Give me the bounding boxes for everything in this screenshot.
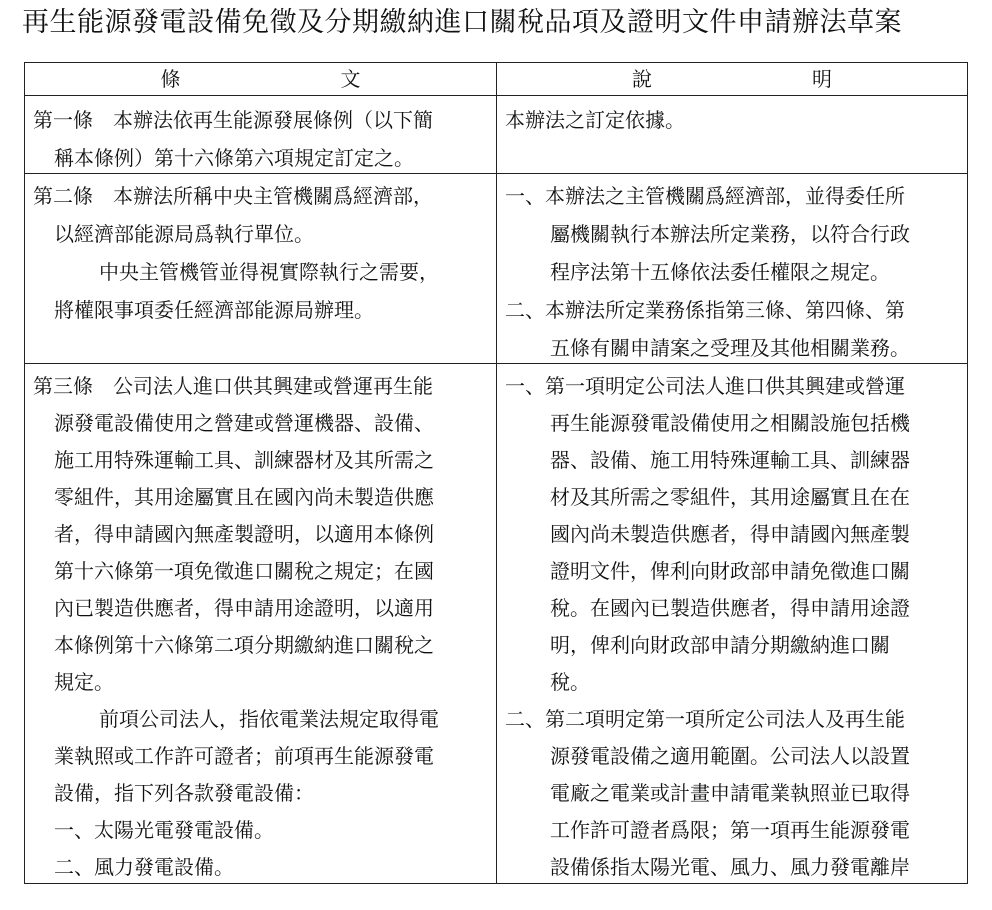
explanation-3-line-2: 再生能源發電設備使用之相關設施包括機 xyxy=(550,411,910,435)
explanation-2-line-4: 二、本辦法所定業務係指第三條、第四條、第 xyxy=(505,298,905,322)
article-3-line-1: 第三條 公司法人進口供其興建或營運再生能 xyxy=(33,374,433,398)
explanation-3-line-12: 電廠之電業或計畫申請電業執照並已取得 xyxy=(550,781,910,805)
article-3-line-2: 源發電設備使用之營建或營運機器、設備、 xyxy=(54,411,434,435)
header-right-char-1: 說 xyxy=(632,67,652,91)
explanation-column-header xyxy=(497,63,967,95)
article-3-line-11: 業執照或工作許可證者；前項再生能源發電 xyxy=(54,744,434,768)
regulation-table xyxy=(24,62,968,884)
article-3-line-8: 本條例第十六條第二項分期繳納進口關稅之 xyxy=(54,633,434,657)
explanation-3-line-6: 證明文件，俾利向財政部申請免徵進口關 xyxy=(550,559,910,583)
explanation-3-line-13: 工作許可證者爲限；第一項再生能源發電 xyxy=(550,818,910,842)
explanation-3-line-10: 二、第二項明定第一項所定公司法人及再生能 xyxy=(505,707,905,731)
article-3-line-4: 零組件，其用途屬實且在國內尚未製造供應 xyxy=(54,485,434,509)
article-3-line-9: 規定。 xyxy=(54,670,114,694)
explanation-2-line-5: 五條有關申請案之受理及其他相關業務。 xyxy=(550,336,910,360)
article-3-line-12: 設備，指下列各款發電設備： xyxy=(54,781,314,805)
explanation-3-line-8: 明，俾利向財政部申請分期繳納進口關 xyxy=(550,633,890,657)
header-left-char-2: 文 xyxy=(340,67,361,91)
header-left-char-1: 條 xyxy=(160,67,181,91)
column-divider xyxy=(496,63,497,883)
header-right-char-2: 明 xyxy=(812,67,832,91)
article-3-line-13: 一、太陽光電發電設備。 xyxy=(54,818,274,842)
article-3-line-6: 第十六條第一項免徵進口關稅之規定；在國 xyxy=(54,559,434,583)
explanation-3-line-5: 國內尚未製造供應者，得申請國內無產製 xyxy=(550,522,910,546)
article-3-line-3: 施工用特殊運輸工具、訓練器材及其所需之 xyxy=(54,448,434,472)
article-3-line-5: 者，得申請國內無產製證明，以適用本條例 xyxy=(54,522,434,546)
article-1-line-2: 稱本條例）第十六條第六項規定訂定之。 xyxy=(54,146,414,170)
explanation-1-cell xyxy=(505,101,963,139)
explanation-2-line-2: 屬機關執行本辦法所定業務，以符合行政 xyxy=(550,222,910,246)
explanation-1-line-1: 本辦法之訂定依據。 xyxy=(505,108,685,132)
explanation-2-line-1: 一、本辦法之主管機關爲經濟部，並得委任所 xyxy=(505,184,905,208)
explanation-3-line-1: 一、第一項明定公司法人進口供其興建或營運 xyxy=(505,374,905,398)
article-2-line-1: 第二條 本辦法所稱中央主管機關爲經濟部， xyxy=(33,184,433,208)
article-1-line-1: 第一條 本辦法依再生能源發展條例（以下簡 xyxy=(33,108,433,132)
explanation-2-line-3: 程序法第十五條依法委任權限之規定。 xyxy=(550,260,890,284)
header-divider xyxy=(25,95,967,96)
explanation-3-line-11: 源發電設備之適用範圍。公司法人以設置 xyxy=(550,744,910,768)
article-3-line-10: 前項公司法人，指依電業法規定取得電 xyxy=(99,707,439,731)
explanation-3-cell xyxy=(505,367,965,885)
explanation-3-line-14: 設備係指太陽光電、風力、風力發電離岸 xyxy=(550,855,910,879)
document-title: 再生能源發電設備免徵及分期繳納進口關稅品項及證明文件申請辦法草案 xyxy=(22,7,902,38)
explanation-3-line-9: 稅。 xyxy=(550,670,590,694)
explanation-2-cell xyxy=(505,177,965,367)
explanation-3-line-4: 材及其所需之零組件，其用途屬實且在在 xyxy=(550,485,910,509)
article-3-line-7: 內已製造供應者，得申請用途證明，以適用 xyxy=(54,596,434,620)
article-2-cell xyxy=(33,177,493,337)
article-3-cell xyxy=(33,367,493,885)
article-2-line-4: 將權限事項委任經濟部能源局辦理。 xyxy=(54,298,374,322)
article-1-cell xyxy=(33,101,493,177)
explanation-3-line-3: 器、設備、施工用特殊運輸工具、訓練器 xyxy=(550,448,910,472)
explanation-3-line-7: 稅。在國內已製造供應者，得申請用途證 xyxy=(550,596,910,620)
article-2-line-2: 以經濟部能源局爲執行單位。 xyxy=(54,222,314,246)
article-column-header xyxy=(25,63,496,95)
article-3-line-14: 二、風力發電設備。 xyxy=(54,855,234,879)
article-2-line-3: 中央主管機管並得視實際執行之需要， xyxy=(99,260,439,284)
